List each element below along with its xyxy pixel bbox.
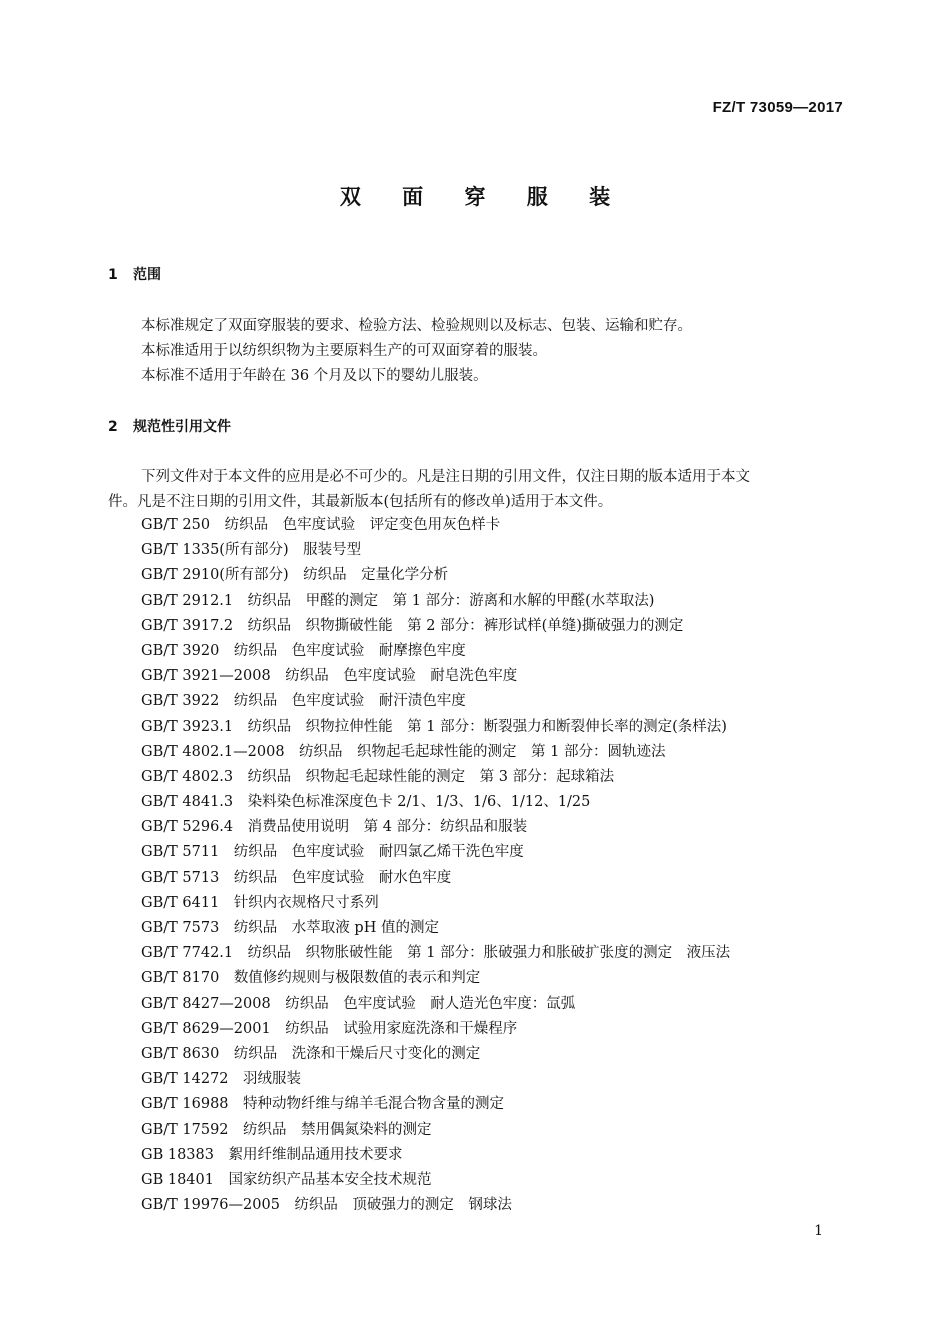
reference-code: GB/T 8170 (141, 970, 220, 987)
reference-code: GB/T 3917.2 (141, 617, 234, 634)
reference-title: 纺织品 禁用偶氮染料的测定 (243, 1121, 432, 1138)
reference-item (141, 1018, 730, 1043)
reference-item (141, 816, 730, 841)
reference-code: GB/T 16988 (141, 1096, 229, 1113)
reference-item (141, 1194, 730, 1219)
reference-title: 纺织品 色牢度试验 耐水色牢度 (233, 869, 452, 886)
scope-paragraph-2: 本标准适用于以纺织织物为主要原料生产的可双面穿着的服装。 (141, 343, 547, 359)
reference-code: GB/T 2912.1 (141, 592, 234, 609)
reference-item (141, 993, 730, 1018)
reference-code: GB/T 3921—2008 (141, 668, 271, 685)
reference-list (141, 514, 730, 1219)
reference-title: 染料染色标准深度色卡 2/1、1/3、1/6、1/12、1/25 (247, 794, 591, 811)
reference-code: GB/T 14272 (141, 1071, 229, 1088)
reference-item (141, 892, 730, 917)
reference-item (141, 867, 730, 892)
reference-title: 纺织品 织物撕破性能 第 2 部分：裤形试样(单缝)撕破强力的测定 (247, 617, 684, 634)
reference-item (141, 690, 730, 715)
reference-title: 纺织品 织物起毛起球性能的测定 第 1 部分：圆轨迹法 (299, 743, 666, 760)
reference-title: 纺织品 色牢度试验 评定变色用灰色样卡 (224, 517, 501, 533)
reference-title: 纺织品 色牢度试验 耐摩擦色牢度 (233, 642, 466, 659)
reference-item (141, 716, 730, 741)
reference-title: 纺织品 顶破强力的测定 钢球法 (294, 1197, 512, 1214)
reference-title: 纺织品 织物起毛起球性能的测定 第 3 部分：起球箱法 (247, 768, 615, 785)
reference-title: 纺织品 水萃取液 pH 值的测定 (233, 920, 439, 936)
reference-code: GB 18401 (141, 1171, 214, 1188)
section-title: 规范性引用文件 (133, 419, 231, 435)
section-2-heading (108, 416, 231, 436)
standard-code: FZ/T 73059—2017 (712, 99, 843, 116)
reference-title: 纺织品 甲醛的测定 第 1 部分：游离和水解的甲醛(水萃取法) (247, 592, 655, 609)
references-intro-line-2: 件。凡是不注日期的引用文件，其最新版本(包括所有的修改单)适用于本文件。 (108, 494, 613, 510)
reference-item (141, 917, 730, 942)
section-number: 2 (108, 419, 118, 435)
reference-code: GB/T 2910(所有部分) (141, 567, 289, 584)
reference-code: GB/T 1335(所有部分) (141, 542, 289, 559)
scope-paragraph-3: 本标准不适用于年龄在 36 个月及以下的婴幼儿服装。 (141, 368, 488, 384)
reference-title: 纺织品 织物拉伸性能 第 1 部分：断裂强力和断裂伸长率的测定(条样法) (247, 718, 727, 735)
reference-code: GB/T 8630 (141, 1045, 220, 1062)
reference-item (141, 539, 730, 564)
reference-title: 纺织品 试验用家庭洗涤和干燥程序 (285, 1020, 518, 1037)
reference-item (141, 766, 730, 791)
reference-item (141, 1043, 730, 1068)
reference-code: GB/T 5296.4 (141, 819, 234, 836)
reference-code: GB/T 4802.1—2008 (141, 743, 285, 760)
reference-item (141, 514, 730, 539)
reference-item (141, 1144, 730, 1169)
reference-code: GB/T 8427—2008 (141, 995, 271, 1012)
reference-title: 纺织品 定量化学分析 (303, 567, 449, 584)
reference-item (141, 942, 730, 967)
reference-title: 纺织品 织物胀破性能 第 1 部分：胀破强力和胀破扩张度的测定 液压法 (247, 945, 731, 962)
section-number: 1 (108, 267, 118, 283)
reference-code: GB/T 3923.1 (141, 718, 234, 735)
reference-item (141, 640, 730, 665)
reference-code: GB/T 7573 (141, 920, 220, 936)
reference-item (141, 791, 730, 816)
section-1-heading (108, 264, 161, 284)
reference-code: GB/T 3922 (141, 693, 220, 710)
reference-title: 纺织品 色牢度试验 耐皂洗色牢度 (285, 668, 518, 685)
reference-item (141, 741, 730, 766)
reference-title: 特种动物纤维与绵羊毛混合物含量的测定 (243, 1096, 505, 1113)
reference-item (141, 615, 730, 640)
reference-title: 数值修约规则与极限数值的表示和判定 (233, 970, 481, 987)
reference-code: GB 18383 (141, 1146, 214, 1163)
reference-item (141, 1093, 730, 1118)
reference-code: GB/T 3920 (141, 642, 220, 659)
reference-item (141, 1169, 730, 1194)
reference-code: GB/T 4841.3 (141, 794, 234, 811)
reference-item (141, 590, 730, 615)
reference-code: GB/T 17592 (141, 1121, 229, 1138)
reference-item (141, 665, 730, 690)
reference-title: 羽绒服装 (243, 1071, 302, 1088)
section-title: 范围 (133, 267, 161, 283)
reference-title: 纺织品 色牢度试验 耐人造光色牢度：氙弧 (285, 995, 576, 1012)
reference-code: GB/T 5711 (141, 844, 220, 861)
reference-title: 纺织品 色牢度试验 耐汗渍色牢度 (233, 693, 466, 710)
reference-title: 服装号型 (303, 542, 362, 559)
reference-code: GB/T 4802.3 (141, 768, 234, 785)
reference-code: GB/T 7742.1 (141, 945, 234, 962)
reference-item (141, 564, 730, 589)
reference-code: GB/T 6411 (141, 894, 220, 911)
references-intro-line-1: 下列文件对于本文件的应用是必不可少的。凡是注日期的引用文件，仅注日期的版本适用于本文 (141, 469, 750, 485)
reference-code: GB/T 5713 (141, 869, 220, 886)
reference-code: GB/T 250 (141, 517, 211, 533)
page-number: 1 (814, 1223, 823, 1239)
reference-item (141, 1068, 730, 1093)
reference-item (141, 841, 730, 866)
reference-title: 絮用纤维制品通用技术要求 (228, 1146, 403, 1163)
reference-code: GB/T 8629—2001 (141, 1020, 271, 1037)
document-title: 双 面 穿 服 装 (339, 185, 628, 209)
reference-title: 针织内衣规格尺寸系列 (233, 894, 379, 911)
reference-item (141, 967, 730, 992)
reference-item (141, 1119, 730, 1144)
scope-paragraph-1: 本标准规定了双面穿服装的要求、检验方法、检验规则以及标志、包装、运输和贮存。 (141, 318, 692, 334)
reference-title: 消费品使用说明 第 4 部分：纺织品和服装 (247, 819, 528, 836)
reference-title: 纺织品 洗涤和干燥后尺寸变化的测定 (233, 1045, 481, 1062)
reference-title: 国家纺织产品基本安全技术规范 (228, 1171, 432, 1188)
reference-code: GB/T 19976—2005 (141, 1197, 280, 1214)
reference-title: 纺织品 色牢度试验 耐四氯乙烯干洗色牢度 (233, 844, 524, 861)
